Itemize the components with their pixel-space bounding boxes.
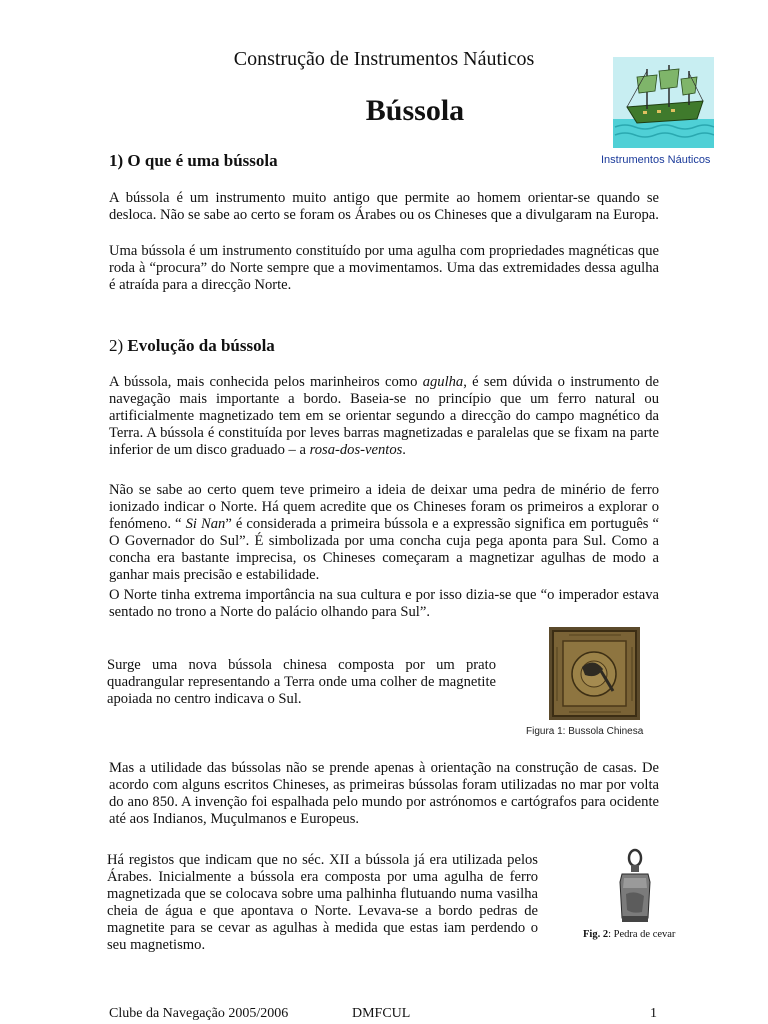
text-run: Não se sabe ao certo quem teve primeiro a ideia de deixar uma pedra de minério de ferro ionizado indicar o Norte. Há quem acredite que os Chineses foram os primeiros a explorar o fenómeno. “ [109,482,659,532]
page-number: 1 [650,1006,657,1021]
section-2-paragraph-6: Há registos que indicam que no séc. XII a bússola já era utilizada pelos Árabes. Inicialmente a bússola era composta por uma agulha de ferro magnetizada que se colocava sobre uma palhinha flutuando numa vasilha cheia de água e que apontava o Norte. Levava-se a bordo pedras de magnetite para se cevar as agulhas à medida que estas iam perdendo o seu magnetismo. [107,852,538,953]
section-1-heading: 1) O que é uma bússola [109,151,278,170]
document-subtitle: Construção de Instrumentos Náuticos [233,48,535,70]
section-2-heading-text: Evolução da bússola [127,336,275,355]
document-title: Bússola [365,94,465,127]
section-2-paragraph-4: Surge uma nova bússola chinesa composta por um prato quadrangular representando a Terra onde uma colher de magnetite apoiada no centro indicava o Sul. [107,657,496,707]
text-run: ” é considerada a primeira bússola e a expressão significa em português “ O Governador do Sul”. É simbolizada por uma concha cuja pega aponta para Sul. Como a concha era bastante imprecisa, os Chineses começaram a magnetizar agulhas de modo a ganhar mais precisão e estabilidade. [109,516,660,583]
section-1-paragraph-2: Uma bússola é um instrumento constituído por uma agulha com propriedades magnéticas que roda à “procura” do Norte sempre que a movimentamos. Uma das extremidades dessa agulha é atraída para a direcção Norte. [109,243,659,293]
logo-caption: Instrumentos Náuticos [601,154,711,166]
footer-dept: DMFCUL [352,1006,411,1021]
figure-2-caption [583,929,675,940]
emphasis-rosa-dos-ventos: rosa-dos-ventos [309,442,403,458]
section-2-paragraph-5: Mas a utilidade das bússolas não se prende apenas à orientação na construção de casas. De acordo com alguns escritos Chineses, as primeiras bússolas foram utilizadas no mar por volta do ano 850. A invenção foi espalhada pelo mundo por astrónomos e cartógrafos para ocidente até aos Indianos, Muçulmanos e Europeus. [109,760,659,827]
text-run: A bússola, mais conhecida pelos marinheiros como [109,374,423,390]
section-2-heading-number: 2) [109,336,124,355]
emphasis-agulha: agulha [422,374,464,390]
emphasis-si-nan: Si Nan [185,516,226,532]
figure-1-caption: Figura 1: Bussola Chinesa [526,726,644,737]
section-2-paragraph-2 [109,482,659,584]
text-run: . [402,442,406,458]
footer-club: Clube da Navegação 2005/2006 [109,1006,289,1021]
ship-logo-image [613,57,714,148]
section-2-paragraph-1 [109,374,659,459]
section-1-paragraph-1: A bússola é um instrumento muito antigo que permite ao homem orientar-se quando se desloca. Não se sabe ao certo se foram os Árabes ou os Chineses que a divulgaram na Europa. [109,190,659,223]
figure-2-label: Fig. 2 [583,929,609,940]
figure-2-caption-text: : Pedra de cevar [608,929,676,940]
section-2-heading [109,336,275,356]
section-2-paragraph-3: O Norte tinha extrema importância na sua cultura e por isso dizia-se que “o imperador estava sentado no trono a Norte do palácio olhando para Sul”. [109,587,659,620]
text-run: , é sem dúvida o instrumento de navegação mais importante a bordo. Baseia-se no princípio que um ferro natural ou artificialmente magnetizado tem em se orientar segundo a direcção do campo magnético da Terra. A bússola é constituída por leves barras magnetizadas e paralelas que se fixam na parte inferior de um disco graduado – a [109,374,659,458]
lodestone-weight-image [618,848,652,928]
chinese-compass-image [549,627,640,720]
